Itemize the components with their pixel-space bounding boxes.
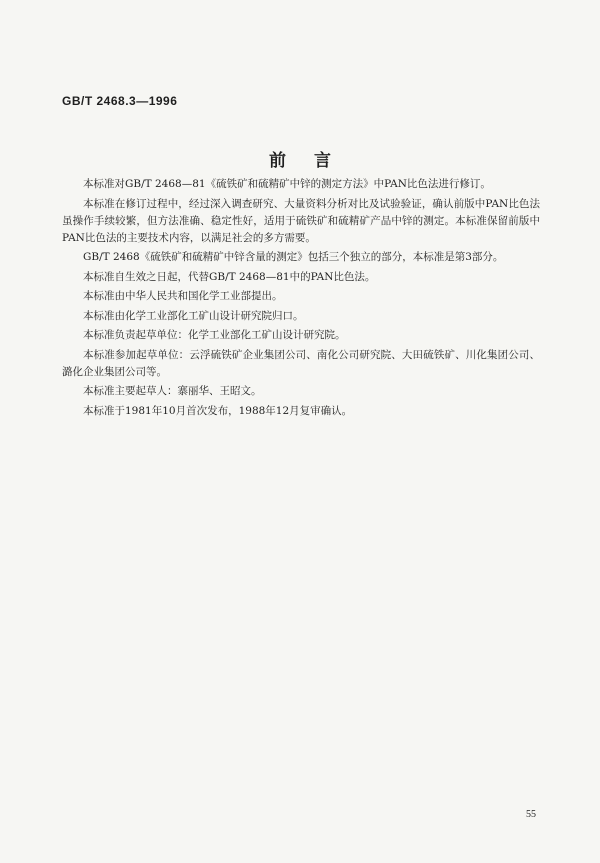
paragraph-standard-parts: GB/T 2468《硫铁矿和硫精矿中锌含量的测定》包括三个独立的部分，本标准是第3部分。 bbox=[83, 251, 504, 263]
paragraph-participating-drafters: 本标准参加起草单位：云浮硫铁矿企业集团公司、南化公司研究院、大田硫铁矿、川化集团公司、潞化企业集团公司等。 bbox=[62, 348, 540, 378]
paragraph-administrator: 本标准由化学工业部化工矿山设计研究院归口。 bbox=[83, 309, 304, 322]
paragraph-replacement: 本标准自生效之日起，代替GB/T 2468—81中的PAN比色法。 bbox=[83, 270, 376, 283]
paragraph-publication-history: 本标准于1981年10月首次发布，1988年12月复审确认。 bbox=[83, 404, 353, 417]
paragraph-responsible-drafter: 本标准负责起草单位：化学工业部化工矿山设计研究院。 bbox=[83, 329, 346, 341]
paragraph-main-authors: 本标准主要起草人：寨丽华、王昭文。 bbox=[83, 385, 262, 397]
page-number: 55 bbox=[526, 809, 536, 820]
standard-code: GB/T 2468.3—1996 bbox=[62, 94, 178, 108]
section-title: 前言 bbox=[269, 151, 359, 171]
foreword-body bbox=[62, 176, 540, 422]
paragraph-proposer: 本标准由中华人民共和国化学工业部提出。 bbox=[83, 290, 283, 302]
paragraph-revision-process: 本标准在修订过程中，经过深入调查研究、大量资料分析对比及试验验证，确认前版中PAN比色法虽操作手续较繁，但方法准确、稳定性好，适用于硫铁矿和硫精矿产品中锌的测定。本标准保留前版中PAN比色法的主要技术内容，以满足社会的多方需要。 bbox=[62, 197, 540, 244]
paragraph-revision-scope: 本标准对GB/T 2468—81《硫铁矿和硫精矿中锌的测定方法》中PAN比色法进行修订。 bbox=[83, 178, 491, 190]
